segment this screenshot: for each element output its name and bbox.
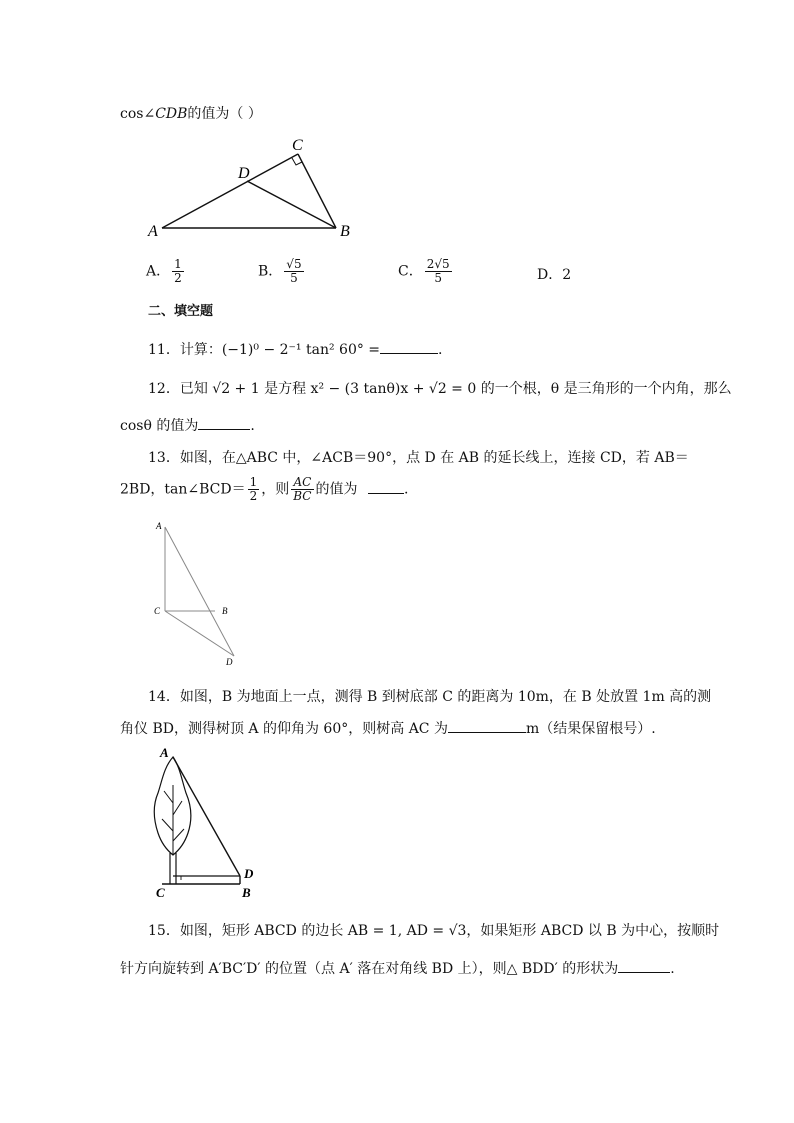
section-title: 二、填空题 (148, 304, 214, 319)
label-B: B (222, 606, 228, 616)
q12-answer-blank[interactable] (198, 415, 250, 430)
label-D: D (226, 657, 233, 667)
q11-answer-blank[interactable] (380, 339, 438, 354)
q14-line2: 角仪 BD，测得树顶 A 的仰角为 60°，则树高 AC 为 m（结果保留根号）. (120, 718, 656, 738)
label-A: A (156, 521, 162, 531)
segment-DB (247, 181, 336, 228)
label-A: A (148, 223, 158, 240)
q13-triangle-figure (148, 518, 248, 668)
label-C: C (156, 885, 165, 900)
option-b[interactable]: B． $\frac{√5}{5}$ (258, 257, 302, 285)
q15-answer-blank[interactable] (618, 958, 670, 973)
q13-line2: 2BD，tan∠BCD＝ $\frac{1}{2}$ ，则 $\frac{AC}{BC}$ 的值为 . (120, 475, 409, 503)
q15-line1: 15．如图，矩形 ABCD 的边长 AB = 1, AD = √3，如果矩形 ABCD 以 B 为中心，按顺时 (148, 923, 720, 939)
label-D: D (244, 866, 254, 881)
sight-line-DA (173, 757, 240, 876)
segment-CB (298, 154, 336, 228)
q10-triangle-figure (140, 130, 360, 245)
q11: 11．计算：(−1)⁰ − 2⁻¹ tan² 60° = . (148, 339, 443, 359)
segment-CD (165, 611, 234, 656)
q15-line2: 针方向旋转到 A′BC′D′ 的位置（点 A′ 落在对角线 BD 上），则△ BDD′ 的形状为 . (120, 958, 675, 978)
segment-AC (162, 154, 298, 228)
q12-line1: 12．已知 √2 + 1 是方程 x² − (3 tanθ)x + √2 = 0 的一个根，θ 是三角形的一个内角，那么 (148, 381, 732, 397)
q10-stem: cos∠CDB的值为（ ） (120, 106, 262, 122)
label-C: C (154, 606, 161, 616)
tree-branches (162, 785, 184, 855)
q14-tree-figure (140, 745, 270, 905)
q14-line1: 14．如图，B 为地面上一点，测得 B 到树底部 C 的距离为 10m，在 B 处放置 1m 高的测 (148, 689, 712, 705)
q12-line2: cosθ 的值为 . (120, 415, 255, 435)
q14-answer-blank[interactable] (448, 718, 526, 733)
segment-AD (165, 527, 234, 656)
label-B: B (242, 885, 251, 900)
option-a[interactable]: A． $\frac{1}{2}$ (146, 257, 182, 285)
label-C: C (292, 137, 303, 154)
q13-line1: 13．如图，在△ABC 中，∠ACB＝90°，点 D 在 AB 的延长线上，连接 CD，若 AB＝ (148, 450, 689, 466)
q13-answer-blank[interactable] (368, 479, 404, 494)
label-A: A (160, 745, 169, 760)
label-B: B (340, 223, 350, 240)
option-c[interactable]: C． $\frac{2√5}{5}$ (398, 257, 450, 285)
label-D: D (238, 165, 250, 182)
option-d[interactable]: D．2 (537, 267, 572, 283)
